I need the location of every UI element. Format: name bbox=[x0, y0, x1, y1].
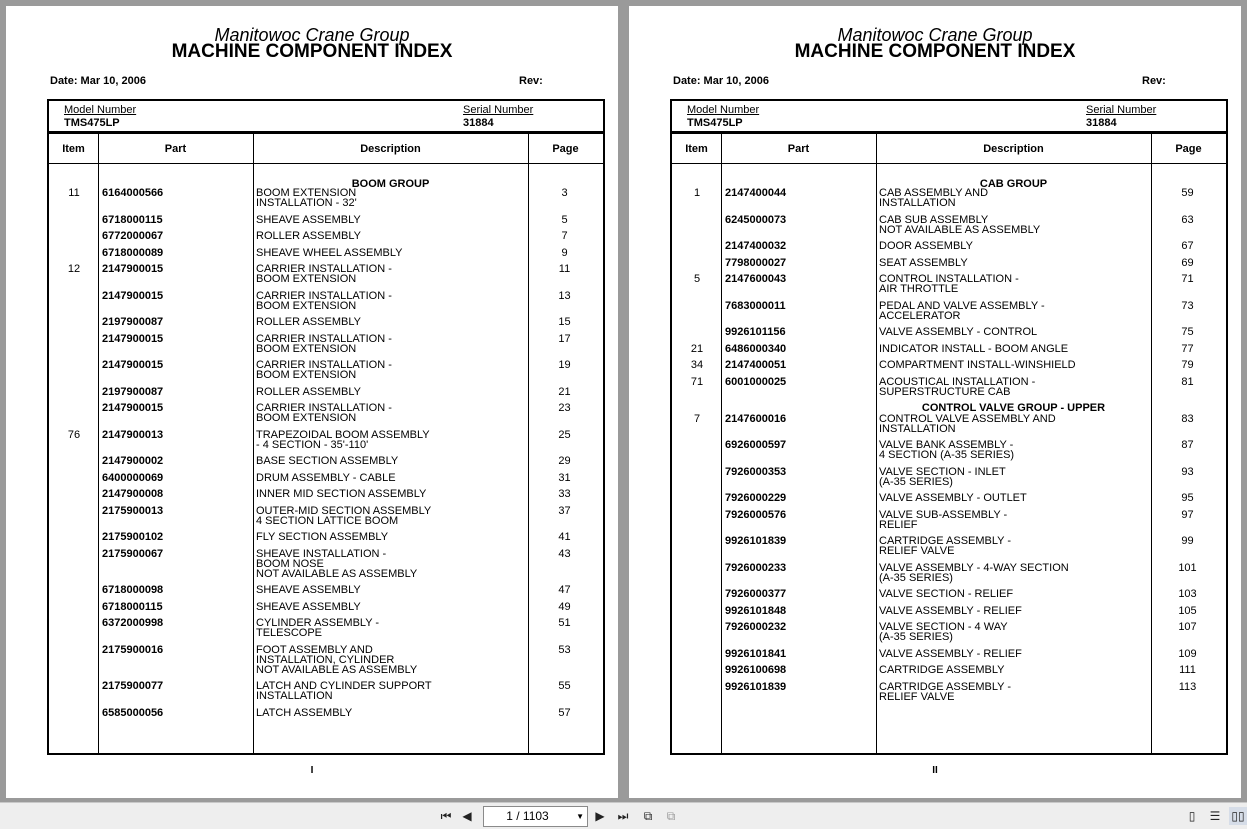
page-number-cell: 107 bbox=[1178, 621, 1197, 633]
description-cell: CARRIER INSTALLATION - BOOM EXTENSION bbox=[256, 402, 392, 424]
part-number-cell: 2175900013 bbox=[102, 505, 164, 517]
page-number-cell: 69 bbox=[1181, 257, 1194, 269]
description-cell: CARTRIDGE ASSEMBLY bbox=[879, 664, 1005, 676]
serial-number-label: Serial Number bbox=[463, 104, 534, 116]
header-part: Part bbox=[164, 143, 187, 155]
page-number-cell: 99 bbox=[1181, 535, 1194, 547]
header-item: Item bbox=[685, 143, 708, 155]
page-number-cell: 7 bbox=[561, 230, 568, 242]
page-number-cell: 73 bbox=[1181, 300, 1194, 312]
page-number-cell: 67 bbox=[1181, 240, 1194, 252]
part-number-cell: 2147900015 bbox=[102, 290, 164, 302]
item-cell: 12 bbox=[67, 263, 81, 275]
company-name: Manitowoc Crane Group bbox=[214, 25, 410, 45]
header-part: Part bbox=[787, 143, 810, 155]
page-number-cell: 83 bbox=[1181, 413, 1194, 425]
description-cell: VALVE SUB-ASSEMBLY - RELIEF bbox=[879, 509, 1008, 531]
description-cell: CARRIER INSTALLATION - BOOM EXTENSION bbox=[256, 263, 392, 285]
header-divider bbox=[49, 163, 603, 164]
header-divider bbox=[672, 163, 1226, 164]
group-heading: CAB GROUP bbox=[979, 178, 1048, 190]
page-title: MACHINE COMPONENT INDEX bbox=[794, 41, 1076, 62]
part-number-cell: 9926101156 bbox=[725, 326, 786, 338]
extract-icon[interactable]: ⧉ bbox=[666, 809, 676, 823]
description-cell: LATCH AND CYLINDER SUPPORT INSTALLATION bbox=[256, 680, 432, 702]
description-cell: CARRIER INSTALLATION - BOOM EXTENSION bbox=[256, 359, 392, 381]
part-number-cell: 7926000233 bbox=[725, 562, 787, 574]
description-cell: VALVE ASSEMBLY - RELIEF bbox=[879, 605, 1022, 617]
part-number-cell: 2147400032 bbox=[725, 240, 787, 252]
page-indicator: 1 / 1103 bbox=[506, 809, 549, 823]
last-page-icon[interactable]: ⏭ bbox=[617, 809, 629, 823]
part-number-cell: 2147900002 bbox=[102, 455, 164, 467]
column-divider bbox=[721, 133, 722, 753]
item-cell: 71 bbox=[690, 376, 704, 388]
page-number-cell: 11 bbox=[558, 263, 571, 275]
page-number-cell: 79 bbox=[1181, 359, 1194, 371]
description-cell: LATCH ASSEMBLY bbox=[256, 707, 353, 719]
company-name: Manitowoc Crane Group bbox=[837, 25, 1033, 45]
part-number-cell: 2147400051 bbox=[725, 359, 787, 371]
description-cell: SEAT ASSEMBLY bbox=[879, 257, 968, 269]
page-number-cell: 97 bbox=[1181, 509, 1194, 521]
description-cell: VALVE ASSEMBLY - 4-WAY SECTION (A-35 SERIES) bbox=[879, 562, 1069, 584]
group-heading: CONTROL VALVE GROUP - UPPER bbox=[921, 402, 1106, 414]
description-cell: VALVE ASSEMBLY - OUTLET bbox=[879, 492, 1027, 504]
page-number-cell: 53 bbox=[558, 644, 571, 656]
date-label: Date: Mar 10, 2006 bbox=[50, 75, 146, 87]
page-number-cell: 19 bbox=[558, 359, 571, 371]
page-number-cell: 49 bbox=[558, 601, 571, 613]
part-number-cell: 2147900015 bbox=[102, 402, 164, 414]
group-heading: BOOM GROUP bbox=[351, 178, 430, 190]
part-number-cell: 2147600043 bbox=[725, 273, 787, 285]
page-number-cell: 17 bbox=[558, 333, 571, 345]
page-number-cell: 59 bbox=[1181, 187, 1194, 199]
description-cell: VALVE SECTION - INLET (A-35 SERIES) bbox=[879, 466, 1006, 488]
model-box bbox=[47, 99, 605, 134]
page-number-cell: 3 bbox=[561, 187, 568, 199]
description-cell: BOOM EXTENSION INSTALLATION - 32' bbox=[256, 187, 357, 209]
page-footer: II bbox=[932, 765, 938, 776]
part-number-cell: 7926000353 bbox=[725, 466, 787, 478]
part-number-cell: 2197900087 bbox=[102, 316, 164, 328]
page-number-cell: 9 bbox=[561, 247, 568, 259]
item-cell: 7 bbox=[693, 413, 701, 425]
description-cell: VALVE ASSEMBLY - CONTROL bbox=[879, 326, 1038, 338]
rev-label: Rev: bbox=[519, 75, 543, 87]
continuous-view-icon[interactable]: ☰ bbox=[1209, 809, 1221, 823]
single-page-view-icon[interactable]: ▯ bbox=[1188, 809, 1196, 823]
date-label: Date: Mar 10, 2006 bbox=[673, 75, 769, 87]
part-number-cell: 2147900015 bbox=[102, 333, 164, 345]
part-number-cell: 9926100698 bbox=[725, 664, 787, 676]
page-number-cell: 93 bbox=[1181, 466, 1194, 478]
description-cell: FOOT ASSEMBLY AND INSTALLATION, CYLINDER NOT AVAILABLE AS ASSEMBLY bbox=[256, 644, 418, 676]
component-table bbox=[670, 131, 1228, 755]
model-number-value: TMS475LP bbox=[64, 117, 120, 129]
column-divider bbox=[98, 133, 99, 753]
page-number-cell: 109 bbox=[1178, 648, 1197, 660]
page-number-cell: 31 bbox=[558, 472, 571, 484]
item-cell: 34 bbox=[690, 359, 704, 371]
page-number-cell: 75 bbox=[1181, 326, 1194, 338]
page-number-cell: 103 bbox=[1178, 588, 1197, 600]
description-cell: TRAPEZOIDAL BOOM ASSEMBLY - 4 SECTION - 35'-110' bbox=[256, 429, 430, 451]
page-number-cell: 63 bbox=[1181, 214, 1194, 226]
description-cell: OUTER-MID SECTION ASSEMBLY 4 SECTION LATTICE BOOM bbox=[256, 505, 432, 527]
page-number-cell: 13 bbox=[558, 290, 571, 302]
header-page: Page bbox=[552, 143, 579, 155]
model-number-label: Model Number bbox=[64, 104, 137, 116]
two-page-view-icon[interactable]: ▯▯ bbox=[1229, 807, 1247, 825]
page-number-cell: 111 bbox=[1179, 664, 1196, 676]
part-number-cell: 2147900015 bbox=[102, 263, 164, 275]
viewer-toolbar bbox=[0, 802, 1247, 829]
part-number-cell: 6001000025 bbox=[725, 376, 787, 388]
part-number-cell: 9926101848 bbox=[725, 605, 787, 617]
description-cell: PEDAL AND VALVE ASSEMBLY - ACCELERATOR bbox=[879, 300, 1045, 322]
part-number-cell: 2147900008 bbox=[102, 488, 164, 500]
description-cell: COMPARTMENT INSTALL-WINSHIELD bbox=[879, 359, 1076, 371]
description-cell: CONTROL VALVE ASSEMBLY AND INSTALLATION bbox=[879, 413, 1056, 435]
next-page-icon[interactable]: ▶ bbox=[595, 809, 605, 823]
page-number-cell: 43 bbox=[558, 548, 571, 560]
page-number-cell: 57 bbox=[558, 707, 571, 719]
header-page: Page bbox=[1175, 143, 1202, 155]
document-page-1 bbox=[6, 6, 618, 798]
header-item: Item bbox=[62, 143, 85, 155]
page-number-cell: 81 bbox=[1181, 376, 1194, 388]
chevron-down-icon[interactable]: ▼ bbox=[576, 812, 584, 821]
part-number-cell: 6164000566 bbox=[102, 187, 164, 199]
description-cell: CARTRIDGE ASSEMBLY - RELIEF VALVE bbox=[879, 535, 1012, 557]
part-number-cell: 6926000597 bbox=[725, 439, 787, 451]
description-cell: INNER MID SECTION ASSEMBLY bbox=[256, 488, 427, 500]
part-number-cell: 6772000067 bbox=[102, 230, 164, 242]
page-number-cell: 55 bbox=[558, 680, 571, 692]
page-number-cell: 105 bbox=[1178, 605, 1197, 617]
description-cell: VALVE SECTION - RELIEF bbox=[879, 588, 1014, 600]
description-cell: CARTRIDGE ASSEMBLY - RELIEF VALVE bbox=[879, 681, 1012, 703]
rotate-icon[interactable]: ⧉ bbox=[643, 809, 653, 823]
description-cell: VALVE ASSEMBLY - RELIEF bbox=[879, 648, 1022, 660]
part-number-cell: 6718000115 bbox=[102, 214, 163, 226]
part-number-cell: 2147600016 bbox=[725, 413, 787, 425]
description-cell: SHEAVE ASSEMBLY bbox=[256, 584, 361, 596]
part-number-cell: 7683000011 bbox=[725, 300, 786, 312]
part-number-cell: 6245000073 bbox=[725, 214, 787, 226]
description-cell: INDICATOR INSTALL - BOOM ANGLE bbox=[879, 343, 1069, 355]
description-cell: CONTROL INSTALLATION - AIR THROTTLE bbox=[879, 273, 1019, 295]
item-cell: 21 bbox=[690, 343, 704, 355]
page-number-cell: 41 bbox=[558, 531, 571, 543]
description-cell: CAB SUB ASSEMBLY NOT AVAILABLE AS ASSEMBLY bbox=[879, 214, 1041, 236]
part-number-cell: 2175900016 bbox=[102, 644, 164, 656]
part-number-cell: 7926000377 bbox=[725, 588, 787, 600]
page-number-cell: 113 bbox=[1178, 681, 1197, 693]
description-cell: ROLLER ASSEMBLY bbox=[256, 230, 361, 242]
part-number-cell: 7798000027 bbox=[725, 257, 787, 269]
part-number-cell: 6718000115 bbox=[102, 601, 163, 613]
column-divider bbox=[528, 133, 529, 753]
page-number-cell: 25 bbox=[558, 429, 571, 441]
description-cell: ROLLER ASSEMBLY bbox=[256, 316, 361, 328]
page-number-input[interactable] bbox=[483, 806, 588, 827]
description-cell: CARRIER INSTALLATION - BOOM EXTENSION bbox=[256, 290, 392, 312]
page-number-cell: 101 bbox=[1178, 562, 1197, 574]
description-cell: FLY SECTION ASSEMBLY bbox=[256, 531, 389, 543]
part-number-cell: 2175900077 bbox=[102, 680, 164, 692]
page-number-cell: 5 bbox=[561, 214, 568, 226]
part-number-cell: 6718000089 bbox=[102, 247, 164, 259]
part-number-cell: 9926101839 bbox=[725, 681, 787, 693]
serial-number-value: 31884 bbox=[1086, 117, 1117, 129]
item-cell: 76 bbox=[67, 429, 81, 441]
page-number-cell: 77 bbox=[1181, 343, 1194, 355]
description-cell: DRUM ASSEMBLY - CABLE bbox=[256, 472, 396, 484]
description-cell: CARRIER INSTALLATION - BOOM EXTENSION bbox=[256, 333, 392, 355]
page-number-cell: 21 bbox=[558, 386, 571, 398]
column-divider bbox=[876, 133, 877, 753]
page-number-cell: 29 bbox=[558, 455, 571, 467]
description-cell: SHEAVE ASSEMBLY bbox=[256, 214, 361, 226]
page-number-cell: 71 bbox=[1181, 273, 1194, 285]
part-number-cell: 6372000998 bbox=[102, 617, 164, 629]
part-number-cell: 9926101839 bbox=[725, 535, 787, 547]
page-number-cell: 37 bbox=[558, 505, 571, 517]
part-number-cell: 7926000232 bbox=[725, 621, 787, 633]
part-number-cell: 6486000340 bbox=[725, 343, 787, 355]
description-cell: ROLLER ASSEMBLY bbox=[256, 386, 361, 398]
description-cell: VALVE SECTION - 4 WAY (A-35 SERIES) bbox=[879, 621, 1008, 643]
part-number-cell: 2197900087 bbox=[102, 386, 164, 398]
first-page-icon[interactable]: ⏮ bbox=[440, 809, 452, 823]
description-cell: SHEAVE WHEEL ASSEMBLY bbox=[256, 247, 403, 259]
part-number-cell: 2175900067 bbox=[102, 548, 164, 560]
part-number-cell: 2147400044 bbox=[725, 187, 787, 199]
item-cell: 1 bbox=[693, 187, 701, 199]
description-cell: BASE SECTION ASSEMBLY bbox=[256, 455, 399, 467]
serial-number-label: Serial Number bbox=[1086, 104, 1157, 116]
page-number-cell: 51 bbox=[558, 617, 571, 629]
part-number-cell: 2147900015 bbox=[102, 359, 164, 371]
component-table bbox=[47, 131, 605, 755]
model-box bbox=[670, 99, 1228, 134]
rev-label: Rev: bbox=[1142, 75, 1166, 87]
page-title: MACHINE COMPONENT INDEX bbox=[171, 41, 453, 62]
description-cell: VALVE BANK ASSEMBLY - 4 SECTION (A-35 SERIES) bbox=[879, 439, 1015, 461]
column-divider bbox=[253, 133, 254, 753]
page-number-cell: 15 bbox=[558, 316, 571, 328]
header-description: Description bbox=[360, 143, 421, 155]
part-number-cell: 2147900013 bbox=[102, 429, 164, 441]
part-number-cell: 2175900102 bbox=[102, 531, 164, 543]
page-number-cell: 95 bbox=[1181, 492, 1194, 504]
description-cell: CYLINDER ASSEMBLY - TELESCOPE bbox=[256, 617, 380, 639]
model-number-label: Model Number bbox=[687, 104, 760, 116]
part-number-cell: 6718000098 bbox=[102, 584, 164, 596]
item-cell: 5 bbox=[693, 273, 701, 285]
description-cell: SHEAVE ASSEMBLY bbox=[256, 601, 361, 613]
page-footer: I bbox=[310, 765, 314, 776]
page-number-cell: 23 bbox=[558, 402, 571, 414]
part-number-cell: 6400000069 bbox=[102, 472, 164, 484]
prev-page-icon[interactable]: ◀ bbox=[462, 809, 472, 823]
serial-number-value: 31884 bbox=[463, 117, 494, 129]
part-number-cell: 7926000229 bbox=[725, 492, 787, 504]
header-description: Description bbox=[983, 143, 1044, 155]
description-cell: CAB ASSEMBLY AND INSTALLATION bbox=[879, 187, 989, 209]
page-number-cell: 87 bbox=[1181, 439, 1194, 451]
part-number-cell: 7926000576 bbox=[725, 509, 787, 521]
document-page-2 bbox=[629, 6, 1241, 798]
description-cell: SHEAVE INSTALLATION - BOOM NOSE NOT AVAILABLE AS ASSEMBLY bbox=[256, 548, 418, 580]
description-cell: ACOUSTICAL INSTALLATION - SUPERSTRUCTURE CAB bbox=[879, 376, 1036, 398]
item-cell: 11 bbox=[68, 187, 80, 199]
page-number-cell: 47 bbox=[558, 584, 571, 596]
page-number-cell: 33 bbox=[558, 488, 571, 500]
part-number-cell: 9926101841 bbox=[725, 648, 787, 660]
part-number-cell: 6585000056 bbox=[102, 707, 164, 719]
description-cell: DOOR ASSEMBLY bbox=[879, 240, 973, 252]
model-number-value: TMS475LP bbox=[687, 117, 743, 129]
